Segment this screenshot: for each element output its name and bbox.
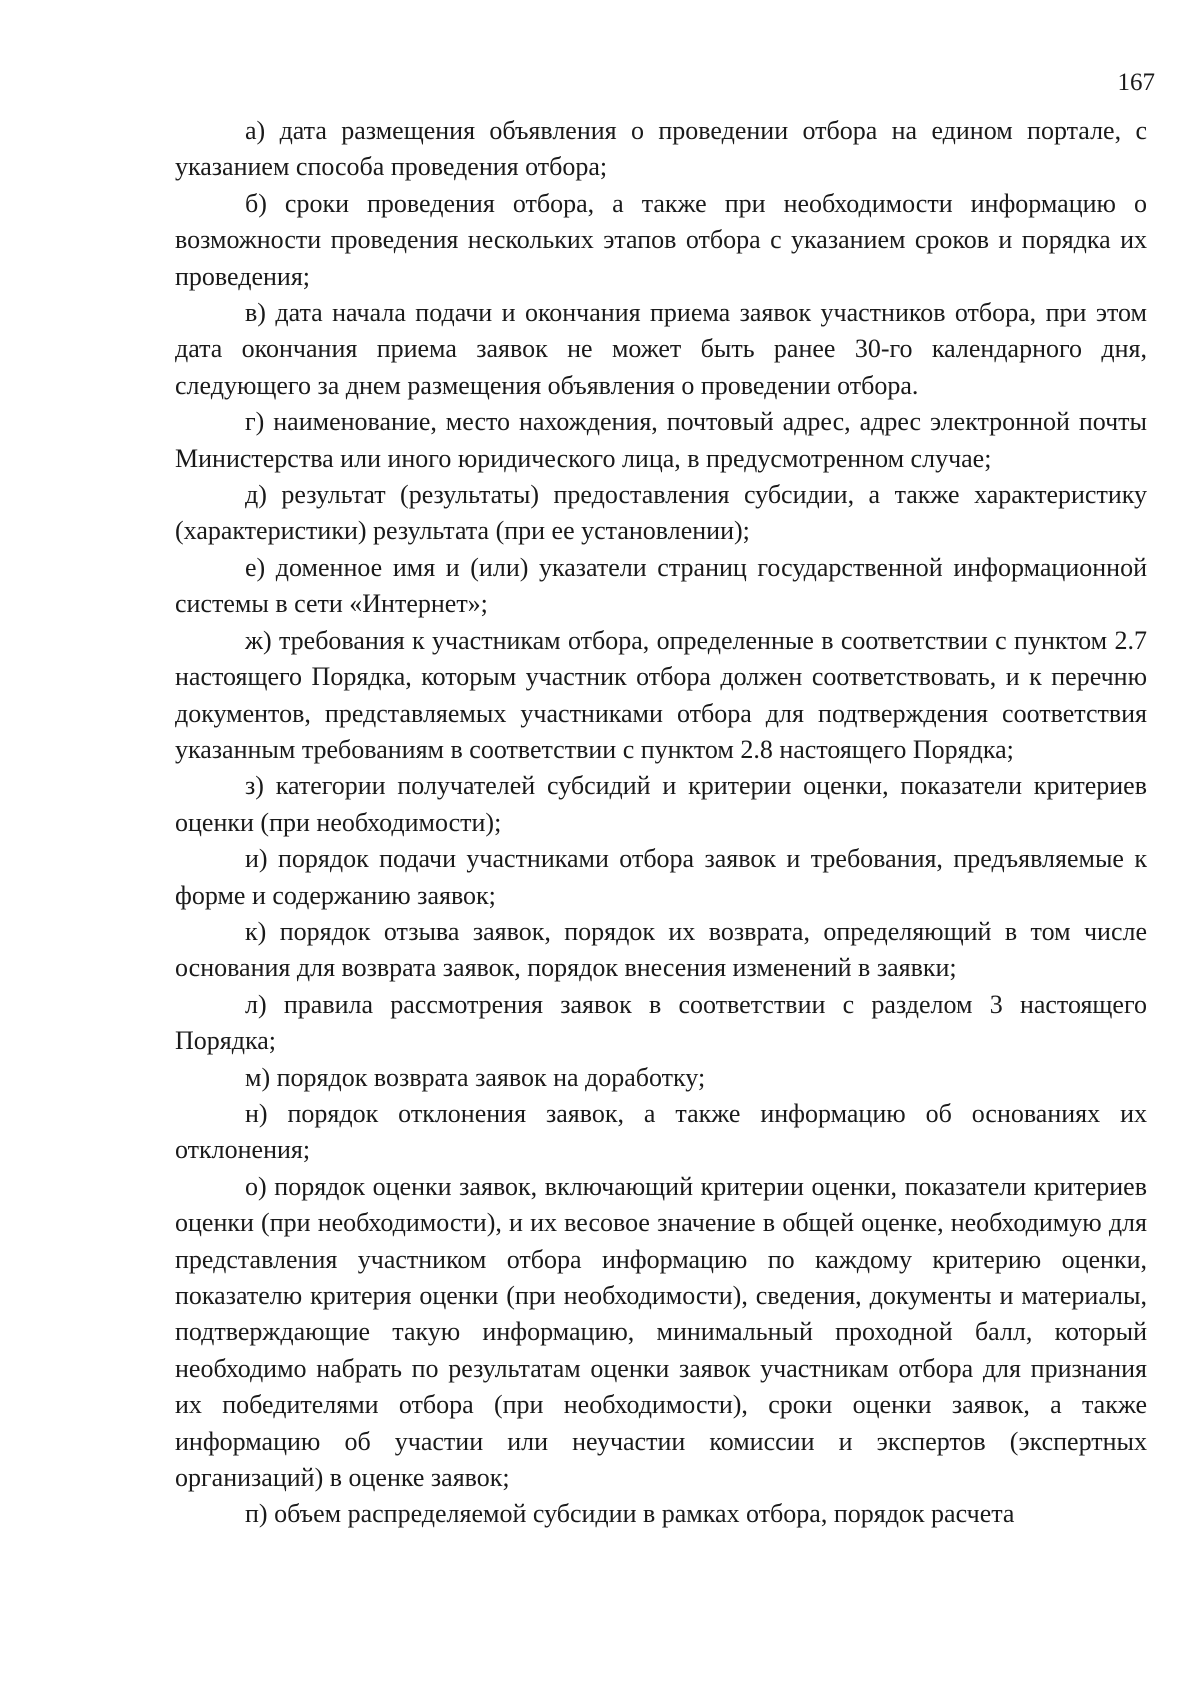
- document-body: [175, 113, 1147, 1533]
- list-item-o: о) порядок оценки заявок, включающий критерии оценки, показатели критериев оценки (при необходимости), и их весовое значение в общей оценке, необходимую для представления участником отбора информацию по каждому критерию оценки, показателю критерия оценки (при необходимости), сведения, документы и материалы, подтверждающие такую информацию, минимальный проходной балл, который необходимо набрать по результатам оценки заявок участникам отбора для признания их победителями отбора (при необходимости), сроки оценки заявок, а также информацию об участии или неучастии комиссии и экспертов (экспертных организаций) в оценке заявок;: [175, 1171, 1147, 1493]
- list-item-b: б) сроки проведения отбора, а также при необходимости информацию о возможности проведения нескольких этапов отбора с указанием сроков и порядка их проведения;: [175, 188, 1147, 291]
- list-item-e: е) доменное имя и (или) указатели страниц государственной информационной системы в сети «Интернет»;: [175, 552, 1147, 619]
- list-item-p: п) объем распределяемой субсидии в рамках отбора, порядок расчета: [245, 1499, 1015, 1529]
- list-item-k: к) порядок отзыва заявок, порядок их возврата, определяющий в том числе основания для возврата заявок, порядок внесения изменений в заявки;: [175, 916, 1147, 983]
- list-item-d: д) результат (результаты) предоставления субсидии, а также характеристику (характеристики) результата (при ее установлении);: [175, 480, 1147, 546]
- list-item-m: м) порядок возврата заявок на доработку;: [245, 1062, 706, 1092]
- list-item-n: н) порядок отклонения заявок, а также информацию об основаниях их отклонения;: [175, 1098, 1147, 1165]
- list-item-v: в) дата начала подачи и окончания приема заявок участников отбора, при этом дата окончания приема заявок не может быть ранее 30-го календарного дня, следующего за днем размещения объявления о проведении отбора.: [175, 298, 1147, 400]
- list-item-i: и) порядок подачи участниками отбора заявок и требования, предъявляемые к форме и содержанию заявок;: [175, 844, 1147, 910]
- list-item-z: з) категории получателей субсидий и критерии оценки, показатели критериев оценки (при необходимости);: [175, 771, 1147, 837]
- list-item-l: л) правила рассмотрения заявок в соответствии с разделом 3 настоящего Порядка;: [175, 989, 1147, 1056]
- list-item-g: г) наименование, место нахождения, почтовый адрес, адрес электронной почты Министерства или иного юридического лица, в предусмотренном случае;: [175, 407, 1147, 473]
- list-item-a: а) дата размещения объявления о проведении отбора на едином портале, с указанием способа проведения отбора;: [175, 116, 1147, 182]
- page-number: 167: [1117, 69, 1155, 96]
- list-item-zh: ж) требования к участникам отбора, определенные в соответствии с пунктом 2.7 настоящего Порядка, которым участник отбора должен соответствовать, и к перечню документов, представляемых участниками отбора для подтверждения соответствия указанным требованиям в соответствии с пунктом 2.8 настоящего Порядка;: [175, 625, 1147, 764]
